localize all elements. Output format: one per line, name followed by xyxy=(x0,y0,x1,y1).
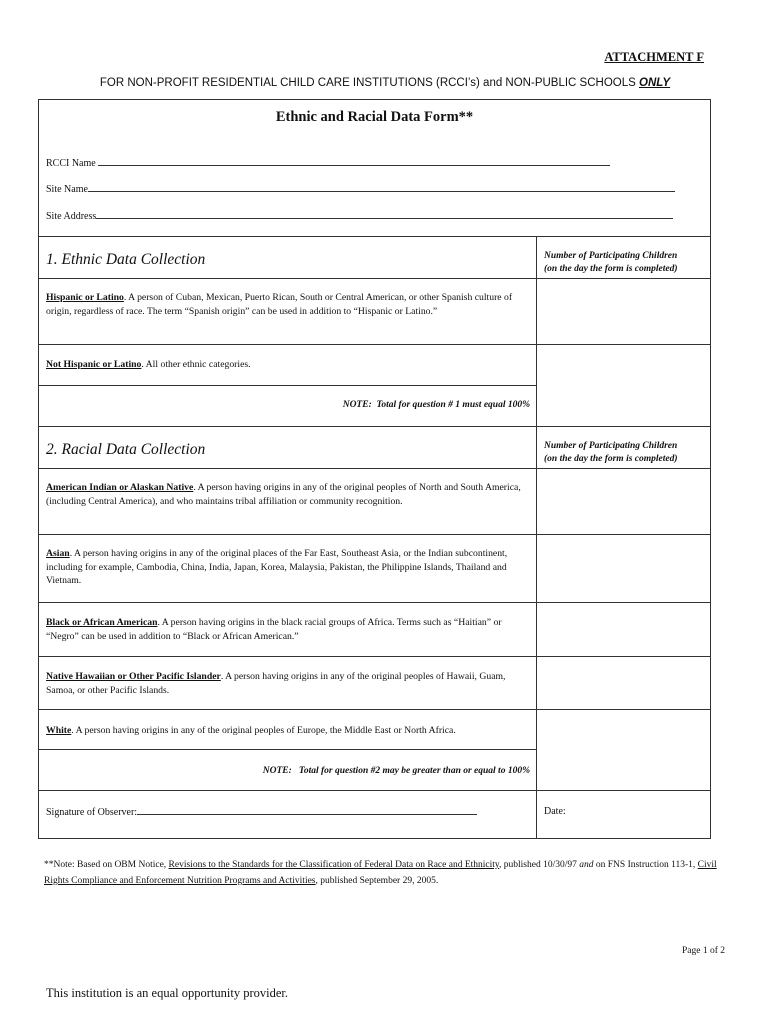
site-address-label: Site Address xyxy=(46,211,97,222)
footnote-mid1: , published 10/30/97 xyxy=(499,860,580,870)
hawaiian-category xyxy=(46,670,531,697)
american-indian-term: American Indian or Alaskan Native xyxy=(46,482,194,493)
site-name-label: Site Name xyxy=(46,184,88,195)
divider xyxy=(39,468,710,469)
divider xyxy=(39,385,536,386)
page-number: Page 1 of 2 xyxy=(681,946,725,956)
site-address-field[interactable] xyxy=(46,210,673,222)
black-category xyxy=(46,616,531,643)
signature-line[interactable] xyxy=(137,806,477,815)
divider xyxy=(39,602,710,603)
black-desc: . A person having origins in the black racial groups of Africa. Terms such as “Haitian” or “Negro” can be used in addition to “Black or African American.” xyxy=(46,617,502,642)
not-hispanic-term: Not Hispanic or Latino xyxy=(46,359,142,370)
footnote xyxy=(44,857,734,889)
divider xyxy=(39,278,710,279)
site-name-field[interactable] xyxy=(46,183,675,195)
not-hispanic-desc: . All other ethnic categories. xyxy=(141,359,251,370)
divider xyxy=(39,236,710,237)
footnote-and: and xyxy=(579,860,594,870)
rcci-name-line[interactable] xyxy=(98,157,610,166)
asian-desc: . A person having origins in any of the original places of the Far East, Southeast Asia, or the Indian subcontinent, including for example, Cambodia, China, India, Japan, Korea, Malaysia, Pakistan, the Philippine Islands, Thailand and Vietnam. xyxy=(46,548,508,587)
column-header-line2: (on the day the form is completed) xyxy=(544,264,678,274)
hawaiian-desc: . A person having origins in any of the original peoples of Hawaii, Guam, Samoa, or other Pacific Islands. xyxy=(46,671,506,696)
signature-field[interactable] xyxy=(46,806,477,818)
footnote-link-revisions: Revisions to the Standards for the Classification of Federal Data on Race and Ethnicity xyxy=(168,860,500,870)
footnote-mid2: on FNS Instruction 113-1, xyxy=(593,860,698,870)
racial-column-header xyxy=(544,440,678,466)
attachment-label: ATTACHMENT F xyxy=(604,50,704,64)
column-divider xyxy=(536,236,537,426)
column-divider xyxy=(536,790,537,839)
racial-note: NOTE: Total for question #2 may be greater than or equal to 100% xyxy=(262,766,530,776)
column-divider xyxy=(536,426,537,790)
white-desc: . A person having origins in any of the original peoples of Europe, the Middle East or North Africa. xyxy=(71,725,456,736)
hispanic-term: Hispanic or Latino xyxy=(46,292,124,303)
hawaiian-term: Native Hawaiian or Other Pacific Islander xyxy=(46,671,221,682)
divider xyxy=(39,709,710,710)
signature-label: Signature of Observer: xyxy=(46,807,138,818)
black-term: Black or African American xyxy=(46,617,158,628)
site-address-line[interactable] xyxy=(96,210,673,219)
data-form xyxy=(38,99,711,839)
subtitle-main: FOR NON-PROFIT RESIDENTIAL CHILD CARE INSTITUTIONS (RCCI’s) and NON-PUBLIC SCHOOLS xyxy=(99,77,639,89)
ethnic-column-header xyxy=(544,250,678,276)
hispanic-category xyxy=(46,291,531,318)
column-header-line1: Number of Participating Children xyxy=(544,251,678,261)
subtitle-only: ONLY xyxy=(639,77,671,89)
ethnic-note: NOTE: Total for question # 1 must equal 100% xyxy=(342,400,530,410)
divider xyxy=(39,534,710,535)
divider xyxy=(39,656,710,657)
footnote-prefix: **Note: Based on OBM Notice, xyxy=(44,860,169,870)
form-title: Ethnic and Racial Data Form** xyxy=(275,109,474,125)
asian-term: Asian xyxy=(46,548,70,559)
column-header-line2: (on the day the form is completed) xyxy=(544,454,678,464)
not-hispanic-category xyxy=(46,358,531,372)
footnote-link-civil-rights: Civil Rights Compliance and Enforcement Nutrition Programs and Activities xyxy=(44,860,717,886)
american-indian-desc: . A person having origins in any of the original peoples of North and South America, (including Central America), and who maintains tribal affiliation or community recognition. xyxy=(46,482,521,507)
footnote-suffix: , published September 29, 2005. xyxy=(315,876,439,886)
site-name-line[interactable] xyxy=(88,183,675,192)
divider xyxy=(39,344,710,345)
date-label[interactable]: Date: xyxy=(544,806,566,817)
american-indian-category xyxy=(46,481,531,508)
equal-opportunity-statement: This institution is an equal opportunity provider. xyxy=(46,986,288,1000)
white-category xyxy=(46,724,531,738)
divider xyxy=(39,426,710,427)
white-term: White xyxy=(46,725,72,736)
divider xyxy=(39,790,710,791)
asian-category xyxy=(46,547,531,588)
hispanic-desc: . A person of Cuban, Mexican, Puerto Rican, South or Central American, or other Spanish culture of origin, regardless of race. The term “Spanish origin” can be used in addition to “Hispanic or Latino.” xyxy=(46,292,513,317)
divider xyxy=(39,749,536,750)
column-header-line1: Number of Participating Children xyxy=(544,441,678,451)
form-subtitle xyxy=(0,77,770,89)
rcci-name-label: RCCI Name xyxy=(46,158,96,169)
rcci-name-field[interactable] xyxy=(46,157,610,169)
racial-heading: 2. Racial Data Collection xyxy=(46,441,206,458)
ethnic-heading: 1. Ethnic Data Collection xyxy=(46,251,206,268)
